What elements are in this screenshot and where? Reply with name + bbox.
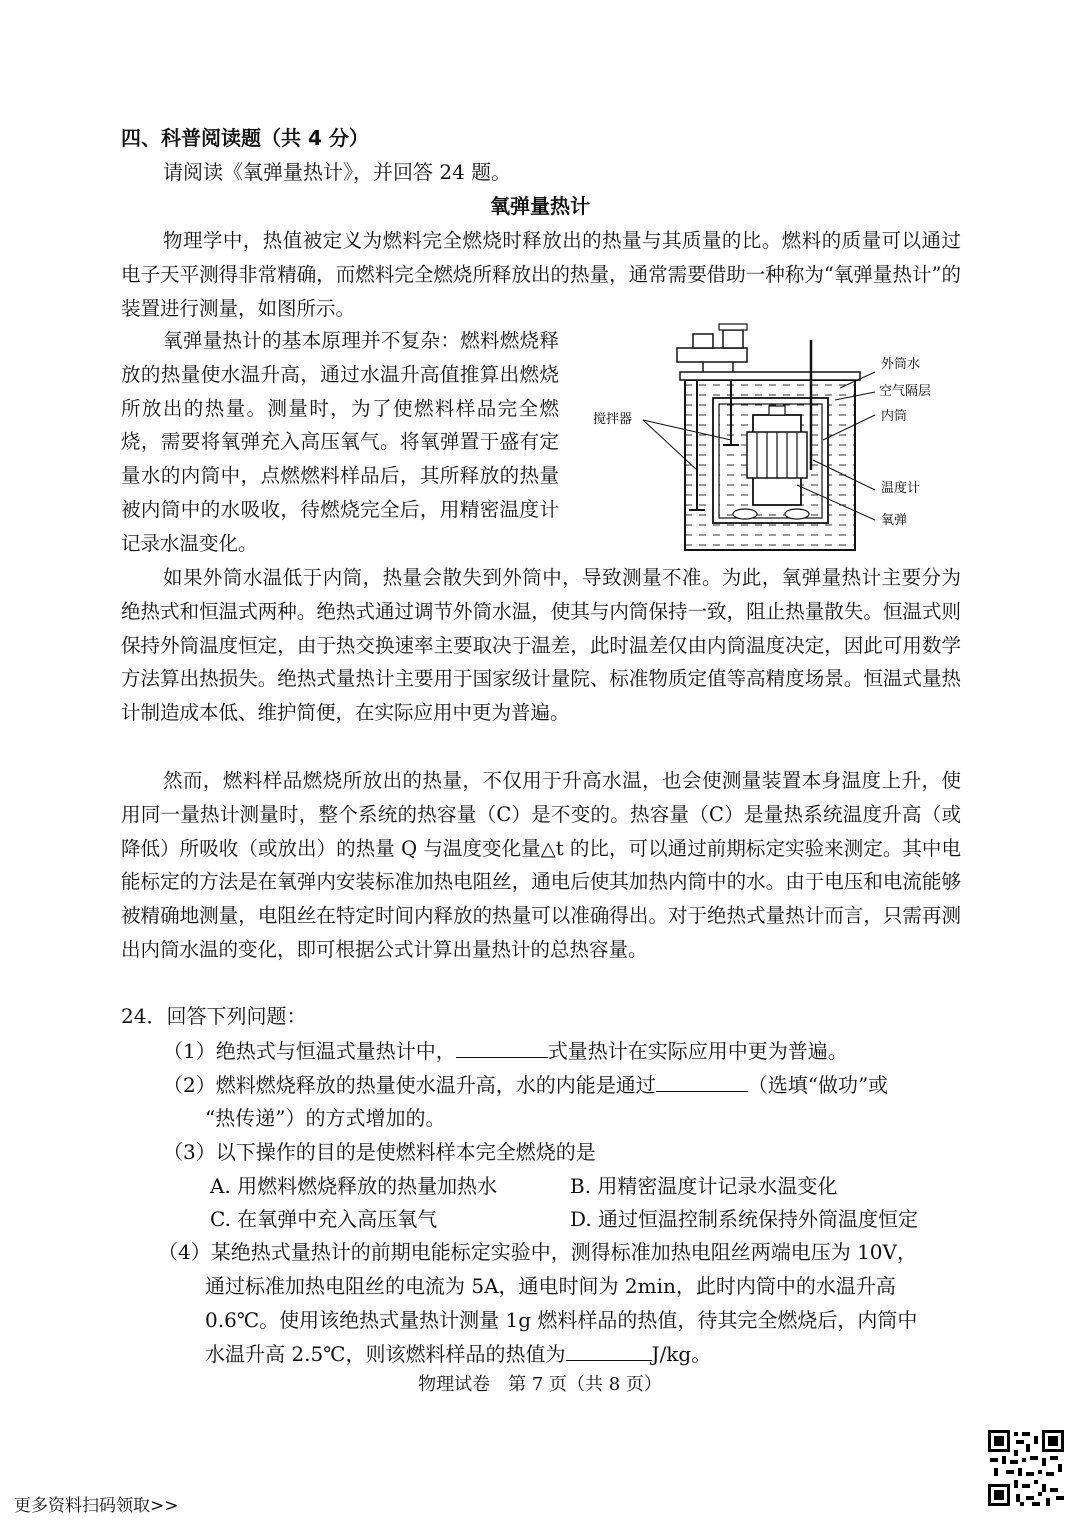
label-stirrer: 搅拌器	[593, 412, 633, 427]
question-part-2	[163, 1069, 888, 1103]
q2-text-a: （2）燃料燃烧释放的热量使水温升高，水的内能是通过	[163, 1073, 656, 1097]
promo-text[interactable]: 更多资料扫码领取>>	[14, 1496, 179, 1516]
section-title: 四、科普阅读题（共 4 分）	[121, 126, 369, 150]
q4-answer-blank[interactable]	[566, 1340, 652, 1361]
option-c[interactable]: C. 在氧弹中充入高压氧气	[210, 1207, 438, 1231]
article-title: 氧弹量热计	[490, 194, 590, 218]
label-oxygen-bomb: 氧弹	[881, 513, 908, 528]
q1-answer-blank[interactable]	[456, 1037, 548, 1058]
question-part-4-line-2: 通过标准加热电阻丝的电流为 5A，通电时间为 2min，此时内筒中的水温升高	[205, 1274, 896, 1298]
q1-text-b: 式量热计在实际应用中更为普遍。	[547, 1039, 848, 1063]
question-part-3: （3）以下操作的目的是使燃料样本完全燃烧的是	[163, 1140, 596, 1164]
option-b[interactable]: B. 用精密温度计记录水温变化	[570, 1174, 838, 1198]
q2-text-b: （选填“做功”或	[747, 1073, 889, 1097]
question-number: 24．回答下列问题：	[121, 1004, 307, 1028]
question-part-4-line-1: （4）某绝热式量热计的前期电能标定实验中，测得标准加热电阻丝两端电压为 10V，	[158, 1240, 917, 1264]
question-part-1	[163, 1035, 848, 1069]
option-d[interactable]: D. 通过恒温控制系统保持外筒温度恒定	[570, 1207, 919, 1231]
article-paragraph-1: 物理学中，热值被定义为燃料完全燃烧时释放出的热量与其质量的比。燃料的质量可以通过电子天平测得非常精确，而燃料完全燃烧所释放出的热量，通常需要借助一种称为“氧弹量热计”的装置进行测量，如图所示。	[121, 229, 961, 320]
qr-code-icon[interactable]	[986, 1428, 1066, 1508]
q2-text-c: “热传递”）的方式增加的。	[205, 1106, 446, 1130]
article-paragraph-2: 氧弹量热计的基本原理并不复杂：燃料燃烧释放的热量使水温升高，通过水温升高值推算出燃烧所放出的热量。测量时，为了使燃料样品完全燃烧，需要将氧弹充入高压氧气。将氧弹置于盛有定量水的内筒中，点燃燃料样品后，其所释放的热量被内筒中的水吸收，待燃烧完全后，用精密温度计记录水温变化。	[121, 329, 559, 555]
option-a[interactable]: A. 用燃料燃烧释放的热量加热水	[210, 1174, 498, 1198]
label-outer-water: 外筒水	[881, 357, 921, 372]
label-inner-tube: 内筒	[881, 409, 908, 424]
question-part-4-line-3: 0.6℃。使用该绝热式量热计测量 1g 燃料样品的热值，待其完全燃烧后，内筒中	[205, 1308, 918, 1332]
label-air-layer: 空气隔层	[879, 384, 932, 399]
reading-instruction: 请阅读《氧弹量热计》，并回答 24 题。	[163, 160, 512, 184]
q4-text-a: 水温升高 2.5℃，则该燃料样品的热值为	[205, 1342, 566, 1366]
q4-text-b: J/kg。	[651, 1342, 712, 1366]
q1-text-a: （1）绝热式与恒温式量热计中，	[163, 1039, 456, 1063]
q2-answer-blank[interactable]	[656, 1071, 748, 1092]
question-part-4-line-4	[205, 1338, 711, 1372]
calorimeter-diagram	[585, 320, 965, 560]
page-footer: 物理试卷 第 7 页（共 8 页）	[418, 1374, 662, 1395]
article-paragraph-4: 然而，燃料样品燃烧所放出的热量，不仅用于升高水温，也会使测量装置本身温度上升，使用同一量热计测量时，整个系统的热容量（C）是不变的。热容量（C）是量热系统温度升高（或降低）所吸收（或放出）的热量 Q 与温度变化量△t 的比，可以通过前期标定实验来测定。其中电能标定的方法是在氧弹内安装标准加热电阻丝，通电后使其加热内筒中的水。由于电压和电流能够被精确地测量，电阻丝在特定时间内释放的热量可以准确得出。对于绝热式量热计而言，只需再测出内筒水温的变化，即可根据公式计算出量热计的总热容量。	[121, 769, 961, 961]
article-paragraph-3: 如果外筒水温低于内筒，热量会散失到外筒中，导致测量不准。为此，氧弹量热计主要分为绝热式和恒温式两种。绝热式通过调节外筒水温，使其与内筒保持一致，阻止热量散失。恒温式则保持外筒温度恒定，由于热交换速率主要取决于温差，此时温差仅由内筒温度决定，因此可用数学方法算出热损失。绝热式量热计主要用于国家级计量院、标准物质定值等高精度场景。恒温式量热计制造成本低、维护简便，在实际应用中更为普遍。	[121, 566, 961, 725]
label-thermometer: 温度计	[881, 481, 921, 496]
